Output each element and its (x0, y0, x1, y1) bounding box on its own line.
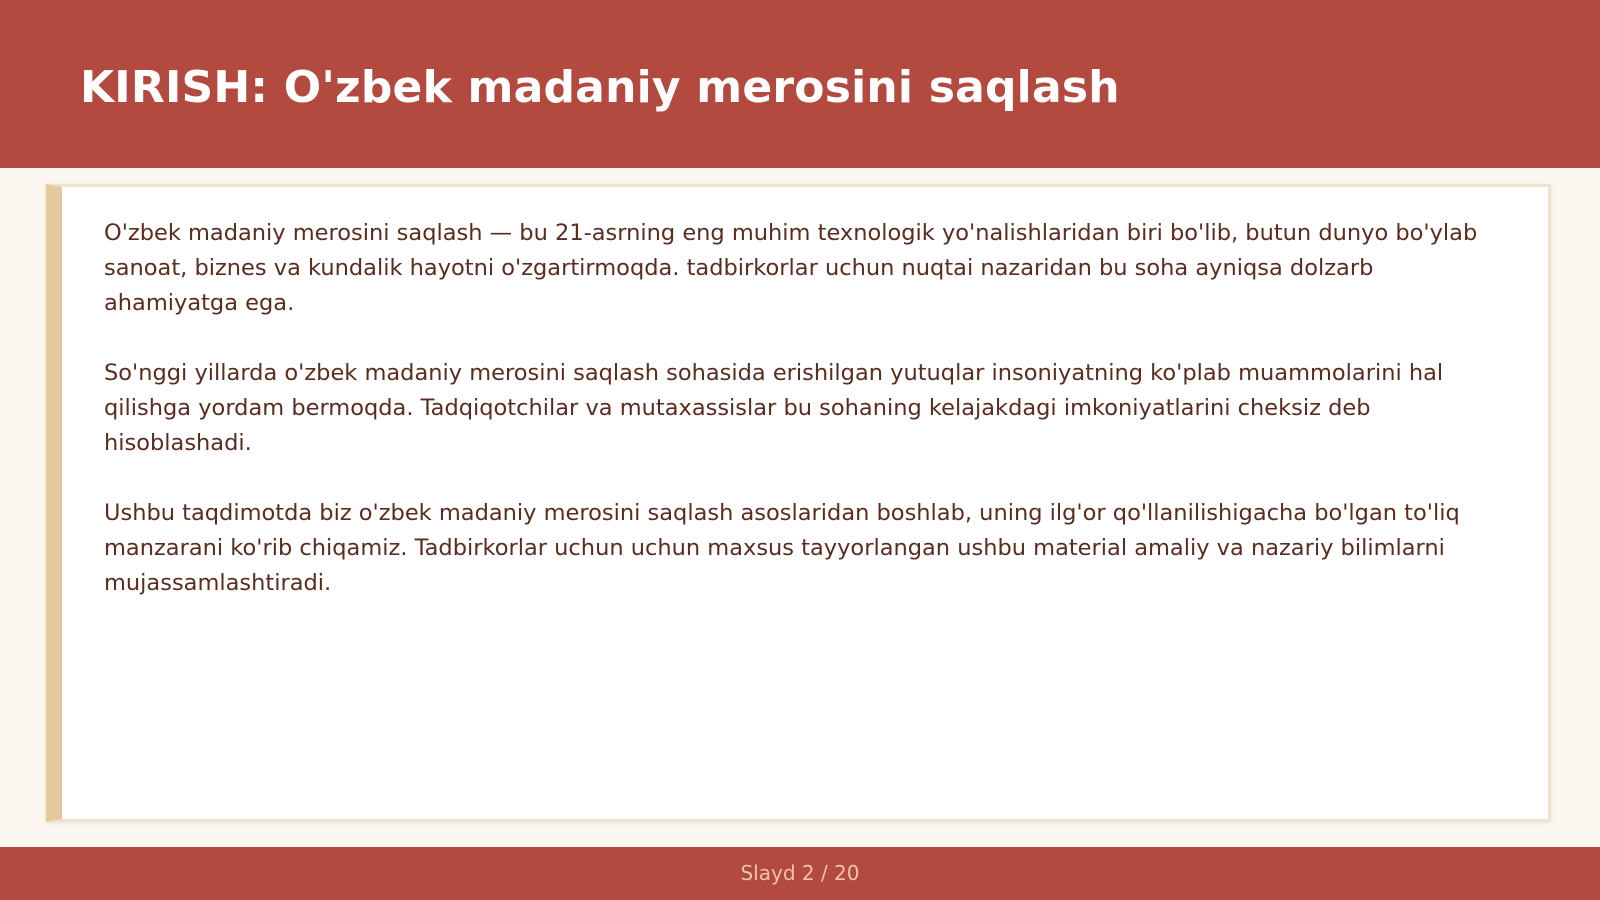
slide-counter: Slayd 2 / 20 (740, 861, 860, 885)
paragraph-2: So'nggi yillarda o'zbek madaniy merosini saqlash sohasida erishilgan yutuqlar insoniyatning ko'plab muammolarini hal qilishga yordam bermoqda. Tadqiqotchilar va mutaxassislar bu sohaning kelajakdagi imkoniyatlarini cheksiz deb hisoblashadi. (104, 360, 1444, 456)
header-bar (0, 0, 1600, 168)
content-body (104, 216, 1514, 636)
paragraph-3: Ushbu taqdimotda biz o'zbek madaniy merosini saqlash asoslaridan boshlab, uning ilg'or qo'llanilishigacha bo'lgan to'liq manzarani ko'rib chiqamiz. Tadbirkorlar uchun uchun maxsus tayyorlangan ushbu material amaliy va nazariy bilimlarni mujassamlashtiradi. (104, 500, 1460, 596)
slide-title: KIRISH: O'zbek madaniy merosini saqlash (80, 62, 1120, 113)
paragraph-1: O'zbek madaniy merosini saqlash — bu 21-asrning eng muhim texnologik yo'nalishlaridan biri bo'lib, butun dunyo bo'ylab sanoat, biznes va kundalik hayotni o'zgartirmoqda. tadbirkorlar uchun nuqtai nazaridan bu soha ayniqsa dolzarb ahamiyatga ega. (104, 220, 1478, 316)
footer-bar (0, 847, 1600, 900)
